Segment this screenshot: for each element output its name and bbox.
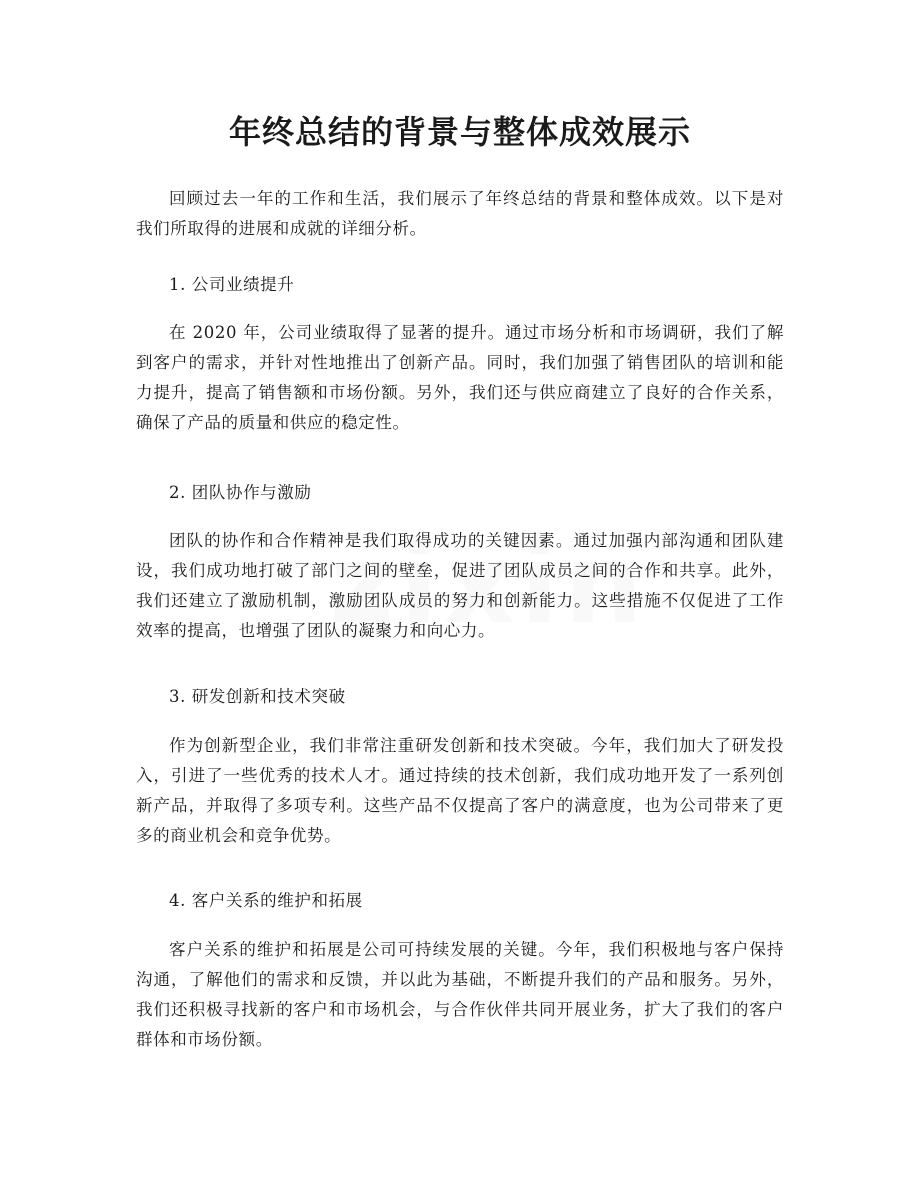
section-2-heading: 2. 团队协作与激励	[169, 483, 312, 502]
section-4-body: 客户关系的维护和拓展是公司可持续发展的关键。今年，我们积极地与客户保持沟通，了解他们的需求和反馈，并以此为基础，不断提升我们的产品和服务。另外，我们还积极寻找新的客户和市场机会，与合作伙伴共同开展业务，扩大了我们的客户群体和市场份额。	[136, 940, 784, 1049]
section-3-body: 作为创新型企业，我们非常注重研发创新和技术突破。今年，我们加大了研发投入，引进了一些优秀的技术人才。通过持续的技术创新，我们成功地开发了一系列创新产品，并取得了多项专利。这些产品不仅提高了客户的满意度，也为公司带来了更多的商业机会和竞争优势。	[136, 736, 784, 845]
section-2-body: 团队的协作和合作精神是我们取得成功的关键因素。通过加强内部沟通和团队建设，我们成功地打破了部门之间的壁垒，促进了团队成员之间的合作和共享。此外，我们还建立了激励机制，激励团队成员的努力和创新能力。这些措施不仅促进了工作效率的提高，也增强了团队的凝聚力和向心力。	[136, 531, 784, 640]
section-4-heading: 4. 客户关系的维护和拓展	[169, 891, 363, 910]
section-3-heading: 3. 研发创新和技术突破	[169, 687, 346, 706]
intro-paragraph: 回顾过去一年的工作和生活，我们展示了年终总结的背景和整体成效。以下是对我们所取得的进展和成就的详细分析。	[136, 189, 784, 238]
document-title: 年终总结的背景与整体成效展示	[228, 113, 691, 151]
section-1-body: 在 2020 年，公司业绩取得了显著的提升。通过市场分析和市场调研，我们了解到客户的需求，并针对性地推出了创新产品。同时，我们加强了销售团队的培训和能力提升，提高了销售额和市场份额。另外，我们还与供应商建立了良好的合作关系，确保了产品的质量和供应的稳定性。	[136, 323, 784, 432]
section-1-heading: 1. 公司业绩提升	[169, 275, 295, 294]
